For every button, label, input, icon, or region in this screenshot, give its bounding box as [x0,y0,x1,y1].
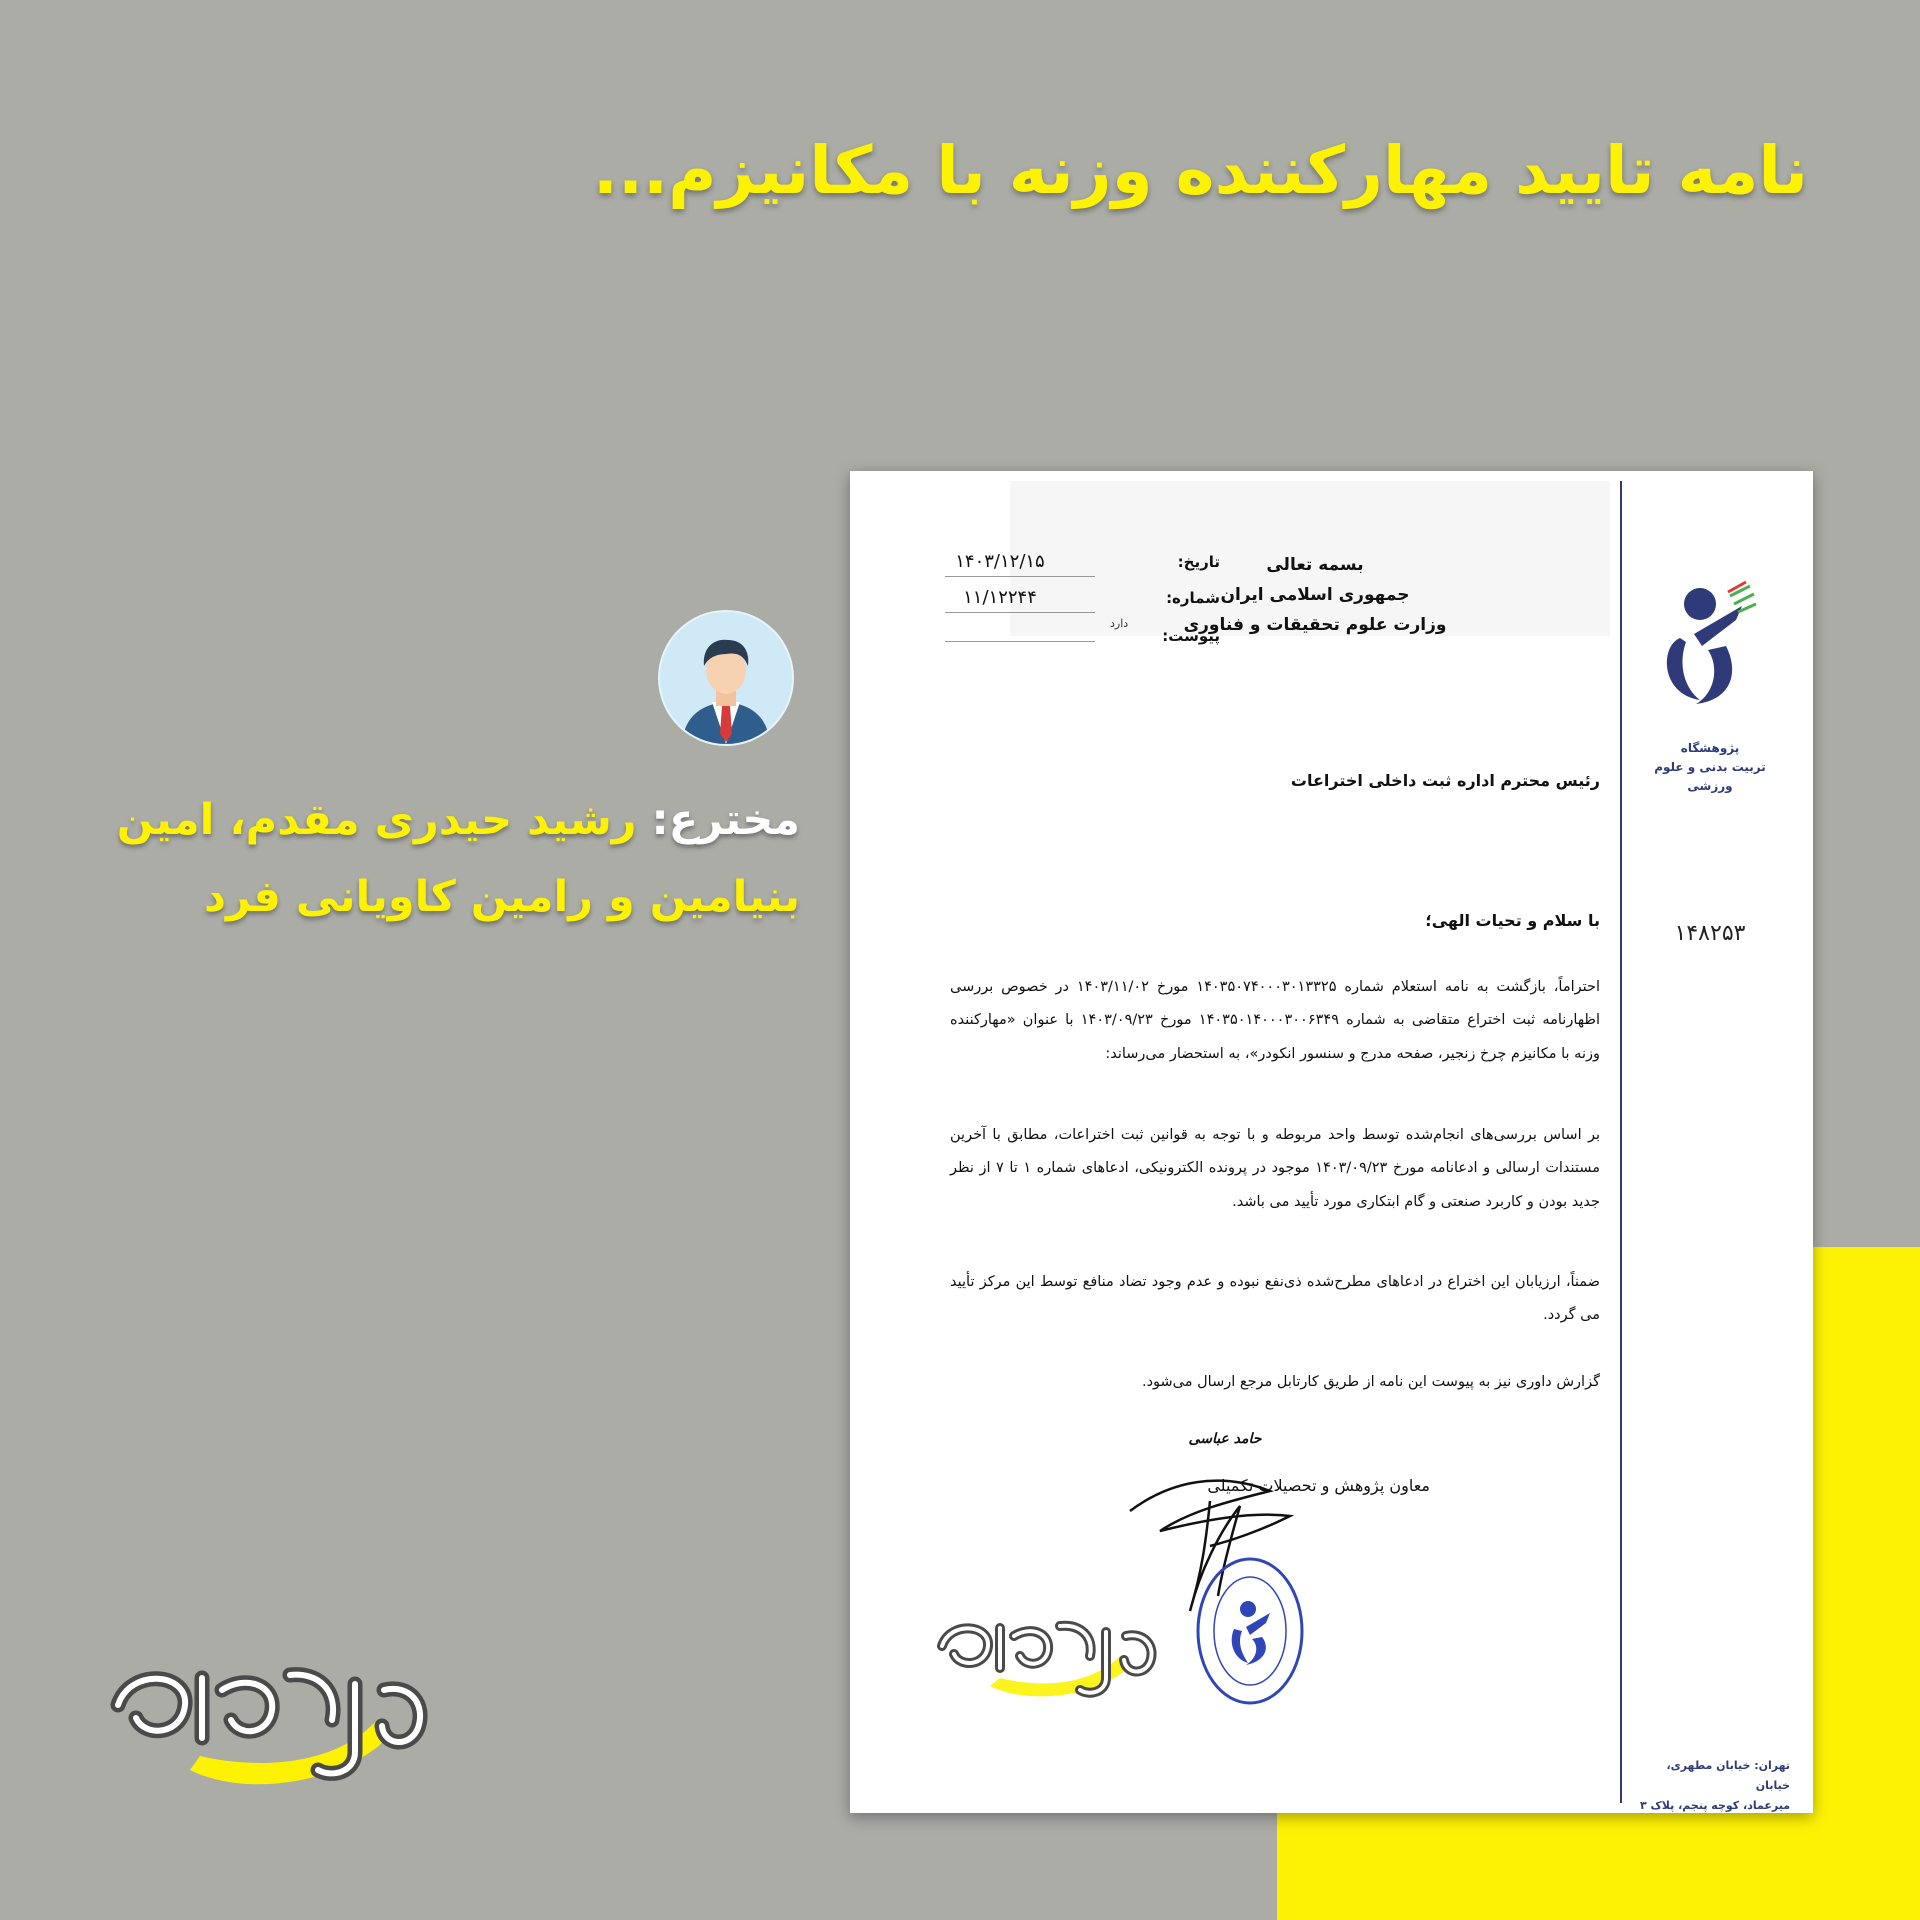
archive-number: ۱۴۸۲۵۳ [1674,921,1746,946]
margin-rule [1620,481,1622,1803]
date-value: ۱۴۰۳/۱۲/۱۵ [955,551,1045,572]
number-underline [945,612,1095,613]
letterhead-line3: وزارت علوم تحقیقات و فناوری [1183,614,1447,635]
attachment-underline [945,641,1095,642]
institute-name [1630,739,1790,797]
institute-name-line1: پژوهشگاه [1680,741,1740,755]
footer-address-line1: تهران: خیابان مطهری، خیابان [1666,1759,1790,1792]
confirmation-letter [850,471,1813,1813]
letterhead-line2: جمهوری اسلامی ایران [1220,584,1410,605]
footer-address [1630,1756,1790,1813]
letterhead [1180,551,1450,640]
footer-address-line2: میرعماد، کوچه پنجم، پلاک ۳ [1639,1798,1790,1812]
inventor-names: رشید حیدری مقدم، امین بنیامین و رامین کاویانی فرد [116,795,800,923]
date-underline [945,576,1095,577]
greeting-line: با سلام و تحیات الهی؛ [1425,911,1600,930]
businessman-avatar-icon [660,612,792,744]
institute-name-line2: تربیت بدنی و علوم ورزشی [1654,760,1766,794]
recipient-line: رئیس محترم اداره ثبت داخلی اختراعات [1290,771,1600,790]
page-headline: نامه تایید مهارکننده وزنه با مکانیزم... [592,132,1808,209]
date-label: تاریخ: [1177,553,1220,571]
official-stamp [1190,1551,1310,1711]
body-paragraph-4: گزارش داوری نیز به پیوست این نامه از طریق کارتابل مرجع ارسال می‌شود. [1141,1374,1600,1390]
signer-title: معاون پژوهش و تحصیلات تکمیلی [1207,1476,1430,1495]
institute-logo-icon [1650,576,1760,716]
body-paragraph-3: ضمناً، ارزیابان این اختراع در ادعاهای مطرح‌شده ذی‌نفع نبوده و عدم وجود تضاد منافع توسط این مرکز تأیید می گردد. [950,1274,1600,1324]
attachment-value: دارد [1110,617,1129,630]
number-value: ۱۱/۱۲۲۴۴ [963,587,1037,608]
watermark-logo-large [100,1630,440,1810]
number-label: شماره: [1166,589,1220,607]
letterhead-line1: بسمه تعالی [1266,555,1364,575]
body-paragraph-2: بر اساس بررسی‌های انجام‌شده توسط واحد مربوطه و با توجه به قوانین ثبت اختراعات، مطابق با آخرین مستندات ارسالی و ادعانامه مورخ ۱۴۰۳/۰۹/۲۳ موجود در پرونده الکترونیکی، ادعاهای شماره ۱ تا ۷ از نظر جدید بودن و کاربرد صنعتی و گام ابتکاری مورد تأیید می باشد. [950,1127,1600,1210]
inventor-label: مخترع: [651,795,800,845]
signer-name: حامد عباسی [1188,1431,1262,1447]
body-paragraph-1: احتراماً، بازگشت به نامه استعلام شماره ۱۴۰۳۵۰۷۴۰۰۰۳۰۱۳۳۲۵ مورخ ۱۴۰۳/۱۱/۰۲ در خصوص بررسی اظهارنامه ثبت اختراع متقاضی به شماره ۱۴۰۳۵۰۱۴۰۰۰۳۰۰۶۳۴۹ مورخ ۱۴۰۳/۰۹/۲۳ با عنوان «مهارکننده وزنه با مکانیزم چرخ زنجیر، صفحه مدرج و سنسور انکودر»، به استحضار می‌رساند: [950,979,1600,1062]
attachment-label: پیوست: [1162,627,1220,645]
watermark-logo [930,1596,1170,1716]
inventor-credit [30,782,800,937]
